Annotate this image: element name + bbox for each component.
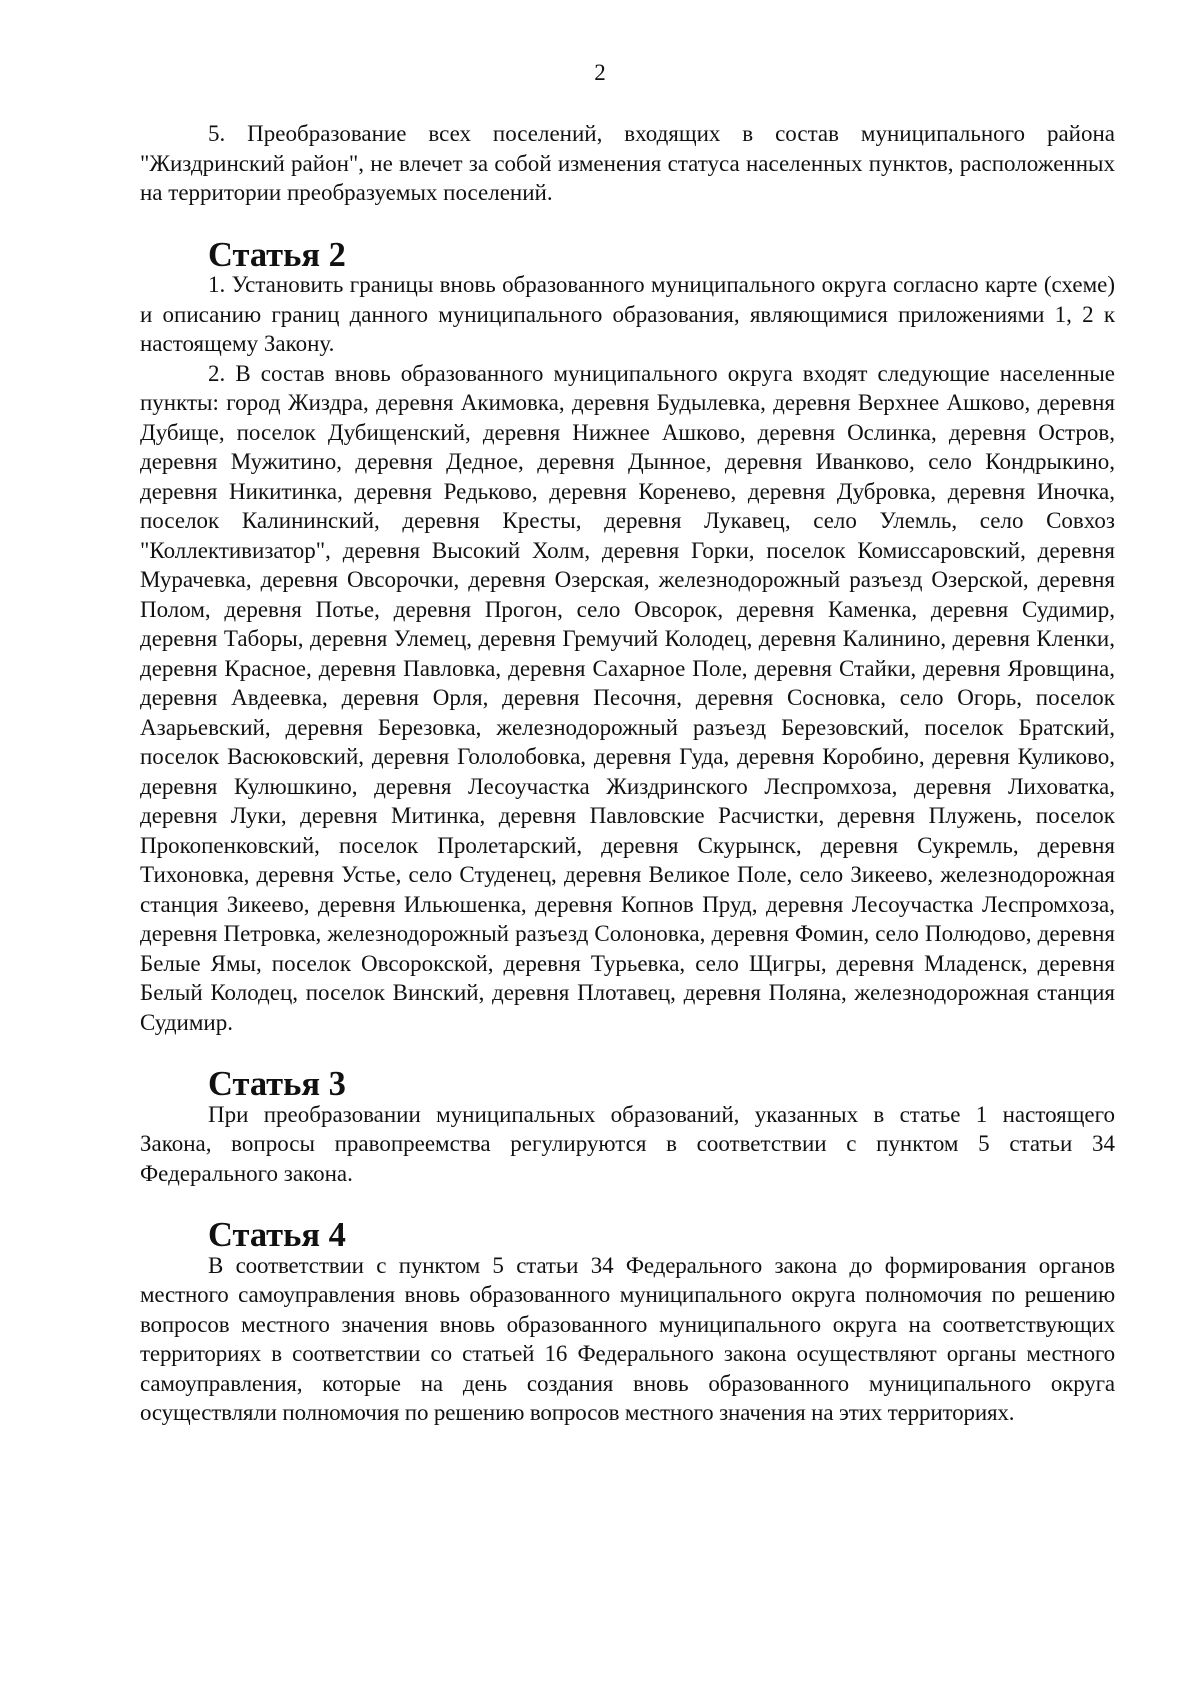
article-2-title: Статья 2 [208, 235, 346, 274]
intro-paragraph: 5. Преобразование всех поселений, входящих в состав муниципального района "Жиздринский район", не влечет за собой изменения статуса населенных пунктов, расположенных на территории преобразуемых поселений. [140, 121, 1115, 205]
article-3-title: Статья 3 [208, 1065, 346, 1103]
article-2-paragraph-2: 2. В состав вновь образованного муниципального округа входят следующие населенные пункты: город Жиздра, деревня Акимовка, деревня Будылевка, деревня Верхнее Ашково, деревня Дубище, поселок Дубищенский, деревня Нижнее Ашково, деревня Ослинка, деревня Остров, деревня Мужитино, деревня Дедное, деревня Дынное, деревня Иванково, село Кондрыкино, деревня Никитинка, деревня Редьково, деревня Коренево, деревня Дубровка, деревня Иночка, поселок Калининский, деревня Кресты, деревня Лукавец, село Улемль, село Совхоз "Коллективизатор", деревня Высокий Холм, деревня Горки, поселок Комиссаровский, деревня Мурачевка, деревня Овсорочки, деревня Озерская, железнодорожный разъезд Озерской, деревня Полом, деревня Потье, деревня Прогон, село Овсорок, деревня Каменка, деревня Судимир, деревня Таборы, деревня Улемец, деревня Гремучий Колодец, деревня Калинино, деревня Кленки, деревня Красное, деревня Павловка, деревня Сахарное Поле, деревня Стайки, деревня Яровщина, деревня Авдеевка, деревня Орля, деревня Песочня, деревня Сосновка, село Огорь, поселок Азарьевский, деревня Березовка, железнодорожный разъезд Березовский, поселок Братский, поселок Васюковский, деревня Гололобовка, деревня Гуда, деревня Коробино, деревня Куликово, деревня Кулюшкино, деревня Лесоучастка Жиздринского Леспромхоза, деревня Лиховатка, деревня Луки, деревня Митинка, деревня Павловские Расчистки, деревня Плужень, поселок Прокопенковский, поселок Пролетарский, деревня Скурынск, деревня Сукремль, деревня Тихоновка, деревня Устье, село Студенец, деревня Великое Поле, село Зикеево, железнодорожная станция Зикеево, деревня Ильюшенка, деревня Копнов Пруд, деревня Лесоучастка Леспромхоза, деревня Петровка, железнодорожный разъезд Солоновка, деревня Фомин, село Полюдово, деревня Белые Ямы, поселок Овсорокской, деревня Турьевка, село Щигры, деревня Младенск, деревня Белый Колодец, поселок Винский, деревня Плотавец, деревня Поляна, железнодорожная станция Судимир. [140, 360, 1115, 1035]
article-2-paragraph-1: 1. Установить границы вновь образованного муниципального округа согласно карте (схеме) и описанию границ данного муниципального образования, являющимися приложениями 1, 2 к настоящему Закону. [140, 272, 1115, 356]
article-2 [140, 235, 1115, 1038]
article-3-paragraph-1: При преобразовании муниципальных образований, указанных в статье 1 настоящего Закона, вопросы правопреемства регулируются в соответствии с пунктом 5 статьи 34 Федерального закона. [140, 1101, 1115, 1186]
article-3 [140, 1065, 1115, 1188]
article-4 [140, 1216, 1115, 1428]
document-body [140, 119, 1115, 1428]
article-4-paragraph-1: В соответствии с пунктом 5 статьи 34 Федерального закона до формирования органов местного самоуправления вновь образованного муниципального округа полномочия по решению вопросов местного значения вновь образованного муниципального округа на соответствующих территориях в соответствии со статьей 16 Федерального закона осуществляют органы местного самоуправления, которые на день создания вновь образованного муниципального округа осуществляли полномочия по решению вопросов местного значения на этих территориях. [140, 1252, 1115, 1425]
article-4-title: Статья 4 [208, 1216, 346, 1254]
page-number: 2 [594, 60, 606, 85]
